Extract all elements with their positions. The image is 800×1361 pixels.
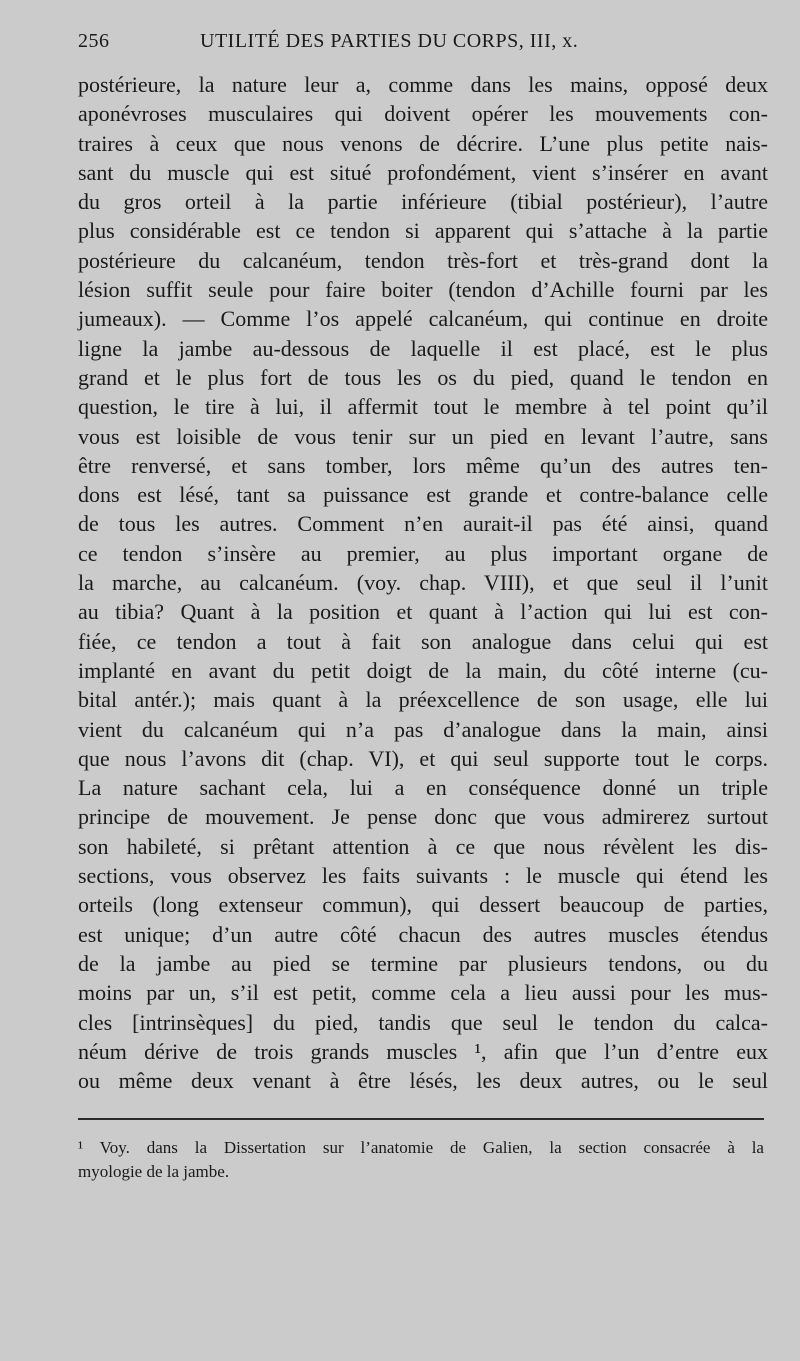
text-line: postérieure du calcanéum, tendon très-fort et très-grand dont la	[78, 247, 768, 273]
text-line: cles [intrinsèques] du pied, tandis que seul le tendon du calca-	[78, 1009, 768, 1035]
text-line: que nous l’avons dit (chap. VI), et qui seul supporte tout le corps.	[78, 745, 768, 771]
text-line: est unique; d’un autre côté chacun des autres muscles étendus	[78, 921, 768, 947]
text-line: son habileté, si prêtant attention à ce que nous révèlent les dis-	[78, 833, 768, 859]
text-line: La nature sachant cela, lui a en conséquence donné un triple	[78, 775, 768, 801]
footnote-text-1: Voy. dans la Dissertation sur l’anatomie de Galien, la section consacrée à la	[99, 1138, 764, 1157]
page-number: 256	[78, 30, 110, 52]
running-title: UTILITÉ DES PARTIES DU CORPS, III, x.	[200, 30, 579, 52]
text-line: sections, vous observez les faits suivants : le muscle qui étend les	[78, 863, 768, 889]
footnote-line-1	[78, 1136, 764, 1160]
text-line: grand et le plus fort de tous les os du pied, quand le tendon en	[78, 364, 768, 390]
text-line: fiée, ce tendon a tout à fait son analogue dans celui qui est	[78, 628, 768, 654]
footnote	[78, 1136, 764, 1184]
text-line: bital antér.); mais quant à la préexcellence de son usage, elle lui	[78, 687, 768, 713]
text-line: question, le tire à lui, il affermit tout le membre à tel point qu’il	[78, 394, 768, 420]
text-line: dons est lésé, tant sa puissance est grande et contre-balance celle	[78, 482, 768, 508]
text-line: jumeaux). — Comme l’os appelé calcanéum, qui continue en droite	[78, 306, 768, 332]
text-line: au tibia? Quant à la position et quant à l’action qui lui est con-	[78, 599, 768, 625]
text-line: plus considérable est ce tendon si apparent qui s’attache à la partie	[78, 218, 768, 244]
text-line: néum dérive de trois grands muscles ¹, afin que l’un d’entre eux	[78, 1038, 768, 1064]
body-text	[78, 70, 768, 1095]
text-line: postérieure, la nature leur a, comme dans les mains, opposé deux	[78, 72, 768, 97]
text-line: ce tendon s’insère au premier, au plus important organe de	[78, 540, 768, 566]
text-line: ou même deux venant à être lésés, les deux autres, ou le seul	[78, 1068, 768, 1094]
text-line: traires à ceux que nous venons de décrire. L’une plus petite nais-	[78, 130, 768, 156]
text-line: la marche, au calcanéum. (voy. chap. VIII), et que seul il l’unit	[78, 570, 768, 596]
text-line: de la jambe au pied se termine par plusieurs tendons, ou du	[78, 950, 768, 976]
text-line: orteils (long extenseur commun), qui dessert beaucoup de parties,	[78, 892, 768, 918]
text-line: sant du muscle qui est situé profondément, vient s’insérer en avant	[78, 159, 768, 185]
text-line: implanté en avant du petit doigt de la main, du côté interne (cu-	[78, 657, 768, 683]
text-line: moins par un, s’il est petit, comme cela a lieu aussi pour les mus-	[78, 980, 768, 1006]
footnote-marker: ¹	[78, 1138, 84, 1157]
text-line: lésion suffit seule pour faire boiter (tendon d’Achille fourni par les	[78, 277, 768, 303]
footnote-line-2: myologie de la jambe.	[78, 1162, 230, 1181]
text-line: ligne la jambe au-dessous de laquelle il est placé, est le plus	[78, 335, 768, 361]
footnote-rule	[78, 1118, 764, 1120]
text-line: de tous les autres. Comment n’en aurait-il pas été ainsi, quand	[78, 511, 768, 537]
running-head	[78, 30, 768, 60]
text-line: vient du calcanéum qui n’a pas d’analogue dans la main, ainsi	[78, 716, 768, 742]
text-line: vous est loisible de vous tenir sur un pied en levant l’autre, sans	[78, 423, 768, 449]
text-line: principe de mouvement. Je pense donc que vous admirerez surtout	[78, 804, 768, 830]
text-line: être renversé, et sans tomber, lors même qu’un des autres ten-	[78, 452, 768, 478]
text-line: du gros orteil à la partie inférieure (tibial postérieur), l’autre	[78, 189, 768, 215]
text-line: aponévroses musculaires qui doivent opérer les mouvements con-	[78, 101, 768, 127]
